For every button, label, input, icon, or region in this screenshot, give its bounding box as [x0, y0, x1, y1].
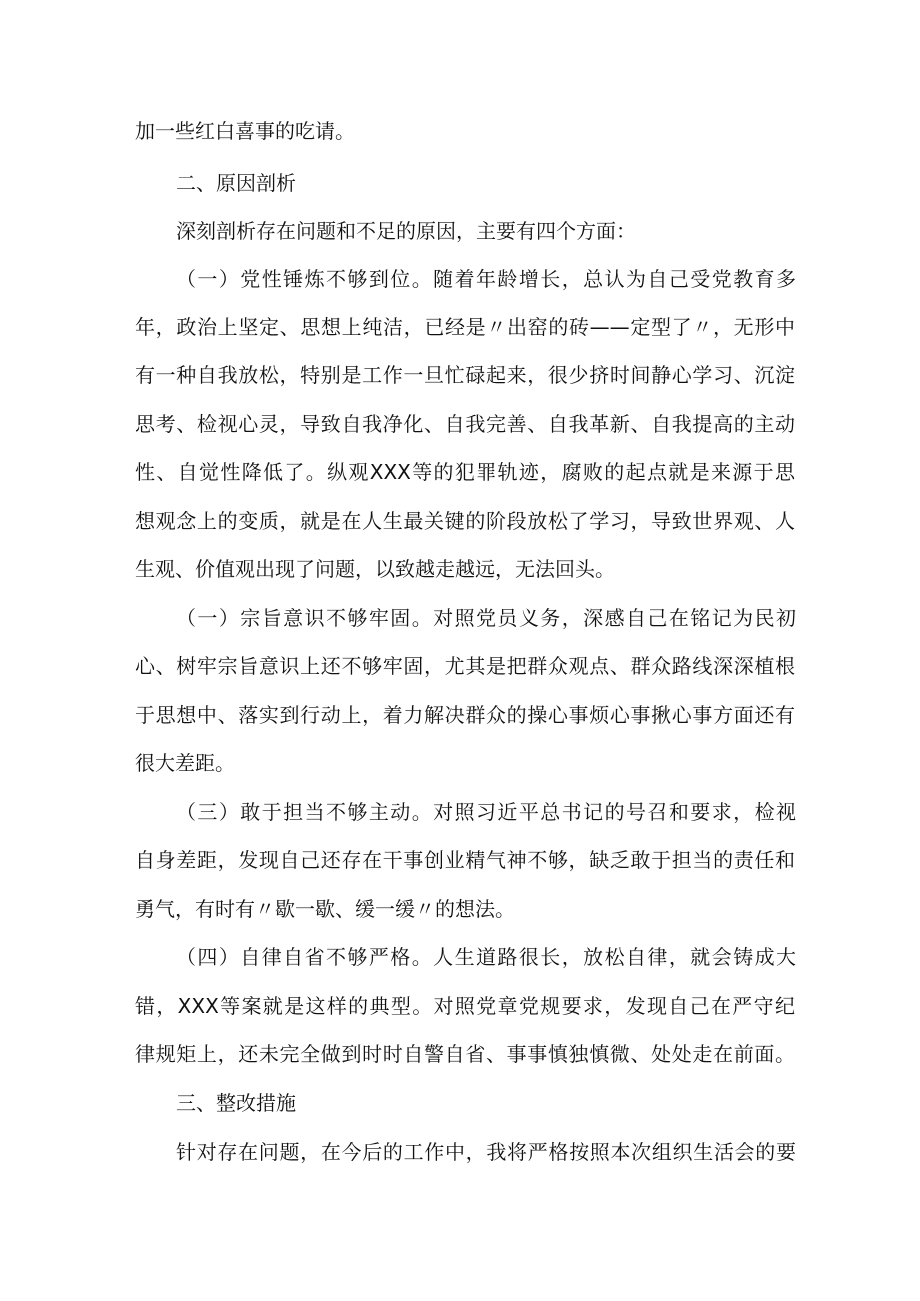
paragraph-first-line: 针对存在问题，在今后的工作中，我将严格按照本次组织生活会的要: [176, 1140, 796, 1164]
text-line: 有一种自我放松，特别是工作一旦忙碌起来，很少挤时间静心学习、沉淀: [135, 363, 795, 387]
paragraph-first-line: （一）党性锤炼不够到位。随着年龄增长，总认为自己受党教育多: [176, 267, 796, 291]
text-line: 错，XXX等案就是这样的典型。对照党章党规要求，发现自己在严守纪: [135, 994, 795, 1018]
text-line: 深刻剖析存在问题和不足的原因，主要有四个方面：: [176, 219, 636, 243]
text-line: 思考、检视心灵，导致自我净化、自我完善、自我革新、自我提高的主动: [135, 412, 795, 436]
text-line: 很大差距。: [135, 751, 235, 775]
text-line: 心、树牢宗旨意识上还不够牢固，尤其是把群众观点、群众路线深深植根: [135, 654, 795, 678]
text-line: 于思想中、落实到行动上，着力解决群众的操心事烦心事揪心事方面还有: [135, 703, 795, 727]
text-line: 年，政治上坚定、思想上纯洁，已经是〃出窑的砖——定型了〃，无形中: [135, 315, 795, 339]
paragraph-first-line: （一）宗旨意识不够牢固。对照党员义务，深感自己在铭记为民初: [176, 606, 796, 630]
paragraph-first-line: （四）自律自省不够严格。人生道路很长，放松自律，就会铸成大: [176, 945, 796, 969]
text-line: 加一些红白喜事的吃请。: [135, 119, 355, 143]
text-line: 自身差距，发现自己还存在干事创业精气神不够，缺乏敢于担当的责任和: [135, 848, 795, 872]
text-line: 律规矩上，还未完全做到时时自警自省、事事慎独慎微、处处走在前面。: [135, 1042, 795, 1066]
section-heading: 二、原因剖析: [176, 171, 296, 195]
text-line: 生观、价值观出现了问题，以致越走越远，无法回头。: [135, 557, 615, 581]
text-line: 想观念上的变质，就是在人生最关键的阶段放松了学习，导致世界观、人: [135, 509, 795, 533]
section-heading: 三、整改措施: [176, 1091, 296, 1115]
text-line: 勇气，有时有〃歇一歇、缓一缓〃的想法。: [135, 897, 515, 921]
text-line: 性、自觉性降低了。纵观XXX等的犯罪轨迹，腐败的起点就是来源于思: [135, 460, 795, 484]
paragraph-first-line: （三）敢于担当不够主动。对照习近平总书记的号召和要求，检视: [176, 800, 796, 824]
